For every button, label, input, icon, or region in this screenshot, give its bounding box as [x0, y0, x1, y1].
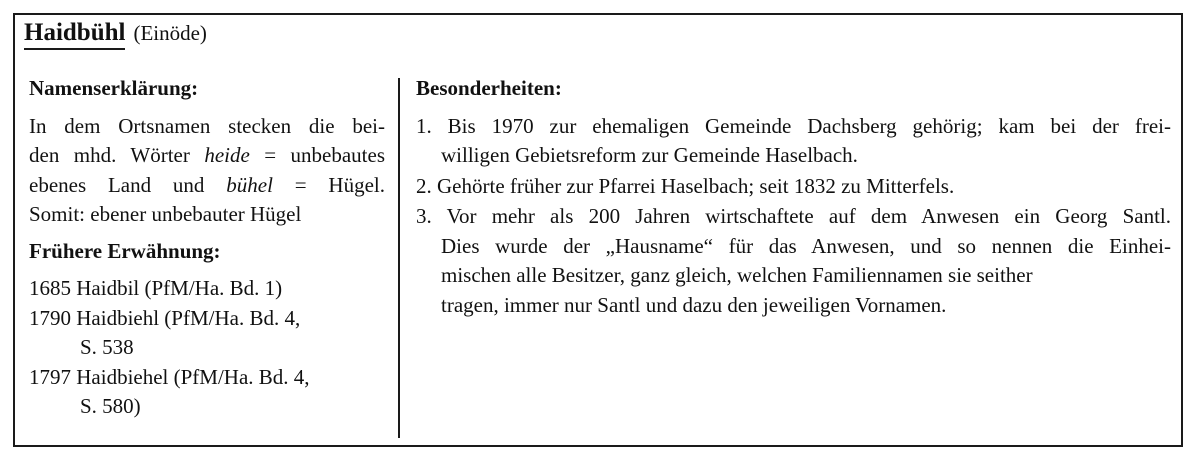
place-title: Haidbühl: [24, 20, 125, 50]
left-column: [29, 74, 385, 422]
particularity-line: 2. Gehörte früher zur Pfarrei Haselbach; seit 1832 zu Mitterfels.: [416, 173, 955, 198]
name-explanation-line: ebenes Land und bühel = Hügel.: [29, 172, 385, 197]
particularities-heading: Besonderheiten:: [416, 76, 562, 100]
term-heide: heide: [204, 143, 250, 167]
particularity-line: 1. Bis 1970 zur ehemaligen Gemeinde Dachsberg gehörig; kam bei der frei-: [416, 113, 1171, 138]
earlier-mentions-list: [29, 274, 385, 422]
particularity-line: tragen, immer nur Santl und dazu den jeweiligen Vornamen.: [441, 292, 947, 317]
mention-entry-continuation: S. 580): [80, 394, 141, 418]
particularity-item: [416, 202, 1171, 320]
term-buehel: bühel: [226, 172, 273, 197]
particularity-line: Dies wurde der „Hausname“ für das Anwesen, und so nennen die Einhei-: [441, 233, 1171, 258]
particularity-line: 3. Vor mehr als 200 Jahren wirtschaftete auf dem Anwesen ein Georg Santl.: [416, 204, 1171, 228]
name-explanation-text: [29, 112, 385, 230]
column-divider: [398, 78, 400, 438]
name-explanation-line: Somit: ebener unbebauter Hügel: [29, 202, 302, 226]
name-explanation-line: den mhd. Wörter heide = unbebautes: [29, 143, 385, 167]
particularities-list: [416, 112, 1171, 321]
place-type: (Einöde): [133, 21, 207, 45]
mention-entry: 1685 Haidbil (PfM/Ha. Bd. 1): [29, 276, 283, 300]
entry-heading: [24, 20, 207, 50]
mention-entry-continuation: S. 538: [80, 335, 134, 359]
particularity-item: [416, 172, 1171, 202]
name-explanation-line: In dem Ortsnamen stecken die bei-: [29, 113, 385, 138]
right-column: [416, 74, 1171, 320]
name-explanation-heading: Namenserklärung:: [29, 76, 199, 100]
earlier-mentions-heading: Frühere Erwähnung:: [29, 238, 221, 263]
particularity-line: willigen Gebietsreform zur Gemeinde Haselbach.: [441, 143, 858, 167]
mention-entry: 1797 Haidbiehel (PfM/Ha. Bd. 4,: [29, 364, 310, 389]
mention-entry: 1790 Haidbiehl (PfM/Ha. Bd. 4,: [29, 305, 301, 330]
particularity-line: mischen alle Besitzer, ganz gleich, welchen Familiennamen sie seither: [441, 263, 1033, 287]
particularity-item: [416, 112, 1171, 171]
